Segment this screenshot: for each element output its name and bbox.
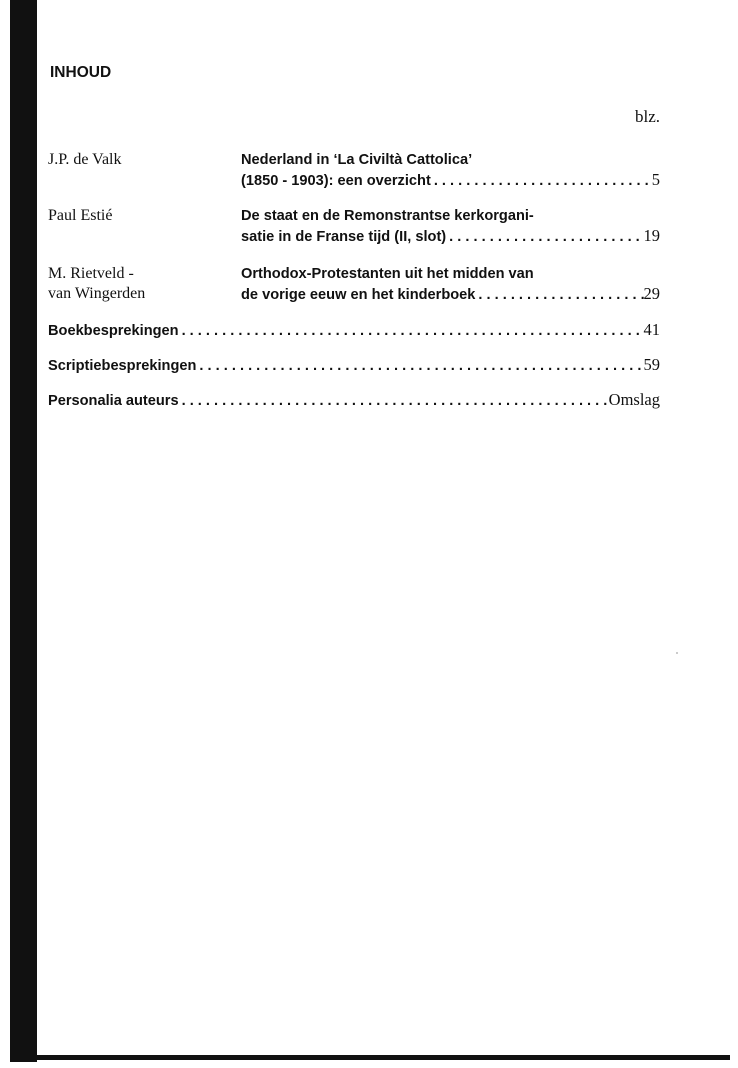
entry-title: De staat en de Remonstrantse kerkorgani- satie in de Franse tijd (II, slot) . . . 19 [241, 206, 660, 247]
entry-page-number: 29 [643, 284, 660, 303]
dot-leader [182, 393, 609, 409]
section-label: Scriptiebesprekingen [48, 358, 197, 374]
entry-author: Paul Estié [48, 207, 113, 224]
left-margin-bar [10, 0, 37, 1062]
dot-leader [434, 171, 652, 191]
entry-title: Orthodox-Protestanten uit het midden van de vorige eeuw en het kinderboek . . . 29 [241, 264, 660, 305]
toc-section-personalia[interactable] [48, 390, 660, 410]
dot-leader [478, 285, 643, 305]
toc-heading: INHOUD [50, 64, 112, 81]
toc-section-boekbesprekingen[interactable] [48, 320, 660, 340]
section-page-number: Omslag [608, 390, 660, 409]
dot-leader [199, 358, 643, 374]
entry-page-number: 5 [651, 170, 660, 189]
bottom-rule [10, 1055, 730, 1060]
entry-author: M. Rietveld - van Wingerden [48, 265, 146, 302]
section-page-number: 59 [643, 355, 660, 374]
toc-section-scriptiebesprekingen[interactable] [48, 355, 660, 375]
entry-author: J.P. de Valk [48, 151, 122, 168]
section-label: Personalia auteurs [48, 393, 179, 409]
page-column-header: blz. [634, 107, 660, 126]
section-label: Boekbesprekingen [48, 323, 179, 339]
dot-leader [449, 227, 643, 247]
scan-speck [676, 652, 678, 654]
entry-page-number: 19 [643, 226, 660, 245]
dot-leader [182, 323, 644, 339]
entry-title: Nederland in ‘La Civiltà Cattolica’ (1850 - 1903): een overzicht . . . 5 [241, 150, 660, 191]
section-page-number: 41 [643, 320, 660, 339]
